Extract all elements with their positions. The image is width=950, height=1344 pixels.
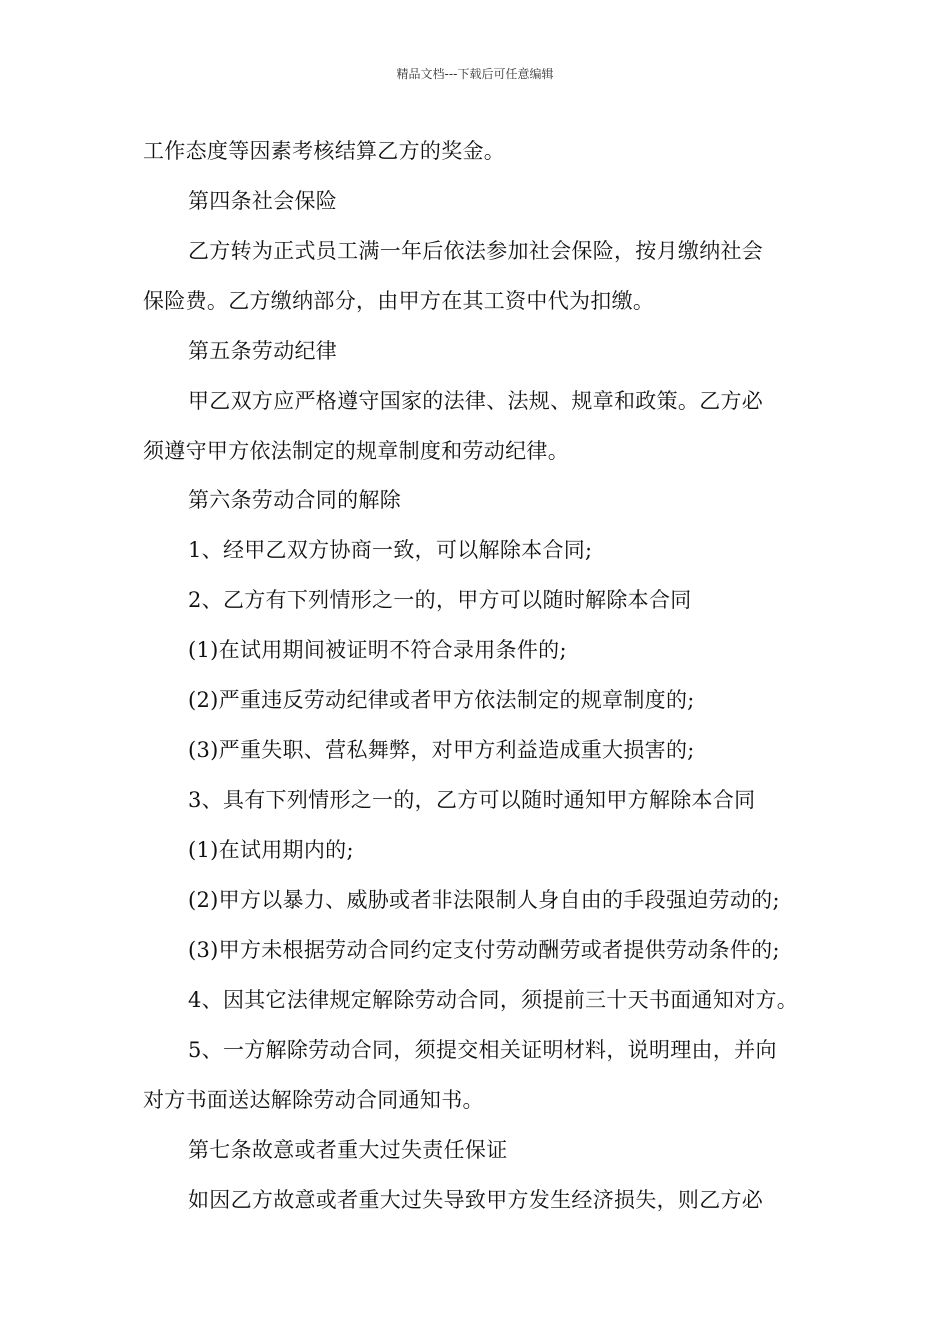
text-line: 如因乙方故意或者重大过失导致甲方发生经济损失，则乙方必 xyxy=(188,1188,764,1212)
list-item: 1、经甲乙双方协商一致，可以解除本合同; xyxy=(188,538,593,562)
list-item: (2)严重违反劳动纪律或者甲方依法制定的规章制度的; xyxy=(188,688,695,712)
list-item: (3)甲方未根据劳动合同约定支付劳动酬劳或者提供劳动条件的; xyxy=(188,938,780,962)
list-item: (1)在试用期间被证明不符合录用条件的; xyxy=(188,638,567,662)
list-item: (1)在试用期内的; xyxy=(188,838,354,862)
text-line: 保险费。乙方缴纳部分，由甲方在其工资中代为扣缴。 xyxy=(143,289,655,313)
list-item: 3、具有下列情形之一的，乙方可以随时通知甲方解除本合同 xyxy=(188,788,756,812)
section-heading: 第四条社会保险 xyxy=(188,189,338,213)
section-heading: 第五条劳动纪律 xyxy=(188,339,338,363)
text-line: 对方书面送达解除劳动合同通知书。 xyxy=(143,1088,484,1112)
list-item: 2、乙方有下列情形之一的，甲方可以随时解除本合同 xyxy=(188,588,692,612)
text-line: 乙方转为正式员工满一年后依法参加社会保险，按月缴纳社会 xyxy=(188,239,764,263)
text-line: 工作态度等因素考核结算乙方的奖金。 xyxy=(143,139,506,163)
page-header: 精品文档---下载后可任意编辑 xyxy=(396,67,554,81)
section-heading: 第六条劳动合同的解除 xyxy=(188,488,401,512)
text-line: 甲乙双方应严格遵守国家的法律、法规、规章和政策。乙方必 xyxy=(188,389,764,413)
text-line: 须遵守甲方依法制定的规章制度和劳动纪律。 xyxy=(143,439,569,463)
list-item: 5、一方解除劳动合同，须提交相关证明材料，说明理由，并向 xyxy=(188,1038,777,1062)
list-item: (2)甲方以暴力、威胁或者非法限制人身自由的手段强迫劳动的; xyxy=(188,888,780,912)
list-item: (3)严重失职、营私舞弊，对甲方利益造成重大损害的; xyxy=(188,738,695,762)
list-item: 4、因其它法律规定解除劳动合同，须提前三十天书面通知对方。 xyxy=(188,988,799,1012)
section-heading: 第七条故意或者重大过失责任保证 xyxy=(188,1138,508,1162)
